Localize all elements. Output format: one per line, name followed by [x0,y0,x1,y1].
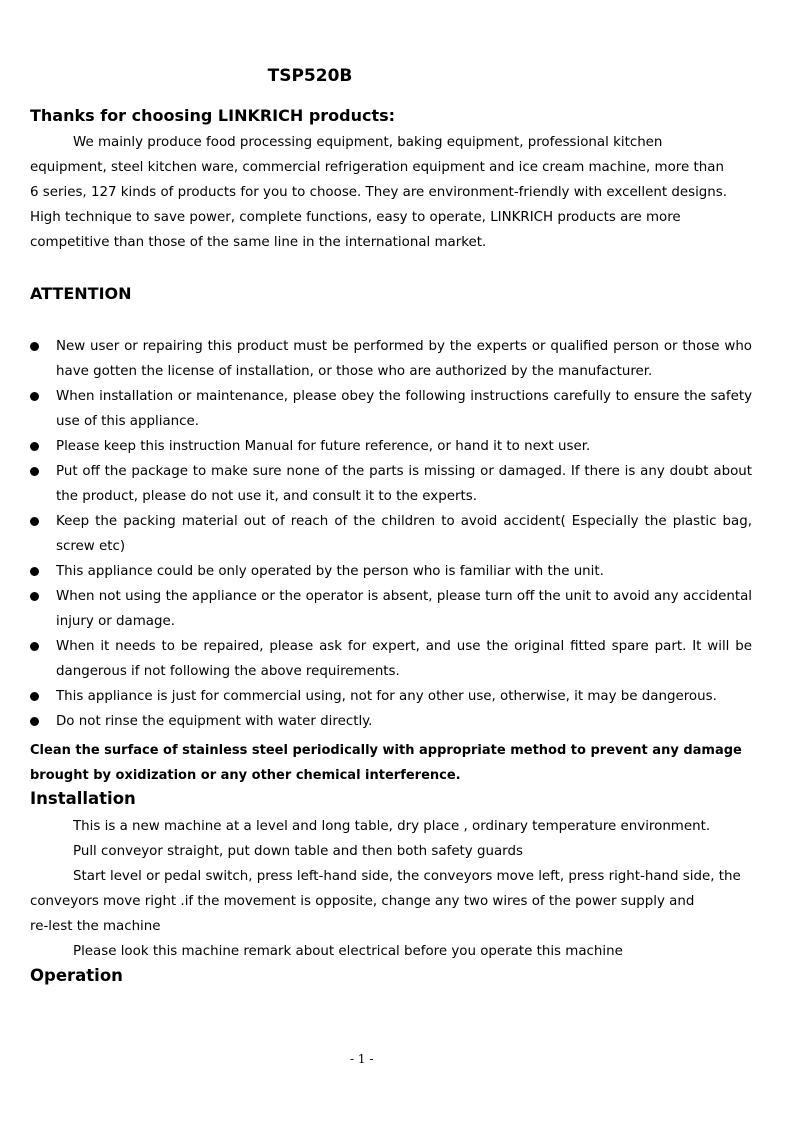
note-line: Clean the surface of stainless steel periodically with appropriate method to prevent any damage [30,743,742,758]
attention-text: This appliance is just for commercial using, not for any other use, otherwise, it may be dangerous. [56,689,717,704]
cleaning-note [30,738,790,788]
installation-heading: Installation [30,789,136,808]
installation-line: Please look this machine remark about electrical before you operate this machine [73,944,623,959]
bullet-icon [30,392,39,401]
bullet-icon [30,467,39,476]
attention-text: This appliance could be only operated by the person who is familiar with the unit. [56,564,604,579]
bullet-icon [30,342,39,351]
intro-line: competitive than those of the same line in the international market. [30,235,487,250]
bullet-icon [30,567,39,576]
note-line: brought by oxidization or any other chemical interference. [30,768,461,783]
attention-text: When not using the appliance or the operator is absent, please turn off the unit to avoid any accidental injury or damage. [56,589,752,629]
intro-line: High technique to save power, complete functions, easy to operate, LINKRICH products are more [30,210,681,225]
attention-text: Do not rinse the equipment with water directly. [56,714,373,729]
attention-item [30,434,752,459]
page-number: - 1 - [350,1052,374,1066]
installation-line: Start level or pedal switch, press left-hand side, the conveyors move left, press right-hand side, the [73,869,741,884]
attention-item [30,509,752,559]
attention-item [30,559,752,584]
attention-item [30,459,752,509]
bullet-icon [30,717,39,726]
attention-text: When installation or maintenance, please obey the following instructions carefully to ensure the safety use of this appliance. [56,389,752,429]
installation-line: Pull conveyor straight, put down table and then both safety guards [73,844,523,859]
intro-line: equipment, steel kitchen ware, commercial refrigeration equipment and ice cream machine, more than [30,160,724,175]
bullet-icon [30,692,39,701]
attention-text: Put off the package to make sure none of the parts is missing or damaged. If there is any doubt about the product, please do not use it, and consult it to the experts. [56,464,752,504]
operation-heading: Operation [30,966,123,985]
attention-item [30,334,752,384]
bullet-icon [30,442,39,451]
attention-item [30,584,752,634]
attention-text: Keep the packing material out of reach of the children to avoid accident( Especially the plastic bag, screw etc) [56,514,752,554]
attention-item [30,634,752,684]
attention-heading: ATTENTION [30,284,132,303]
installation-line: This is a new machine at a level and long table, dry place , ordinary temperature environment. [73,819,711,834]
installation-line: conveyors move right .if the movement is opposite, change any two wires of the power supply and [30,894,695,909]
attention-list [30,334,752,734]
thanks-heading: Thanks for choosing LINKRICH products: [30,106,396,125]
attention-item [30,684,752,709]
attention-text: Please keep this instruction Manual for future reference, or hand it to next user. [56,439,591,454]
attention-text: When it needs to be repaired, please ask for expert, and use the original fitted spare part. It will be dangerous if not following the above requirements. [56,639,752,679]
intro-paragraph [30,130,755,255]
bullet-icon [30,642,39,651]
attention-text: New user or repairing this product must be performed by the experts or qualified person or those who have gotten the license of installation, or those who are authorized by the manufacturer. [56,339,752,379]
bullet-icon [30,592,39,601]
installation-section [30,814,755,964]
installation-line: re-lest the machine [30,919,161,934]
intro-line: 6 series, 127 kinds of products for you to choose. They are environment-friendly with excellent designs. [30,185,728,200]
attention-item [30,384,752,434]
bullet-icon [30,517,39,526]
model-title: TSP520B [267,66,353,86]
intro-line: We mainly produce food processing equipment, baking equipment, professional kitchen [73,135,663,150]
attention-item [30,709,752,734]
